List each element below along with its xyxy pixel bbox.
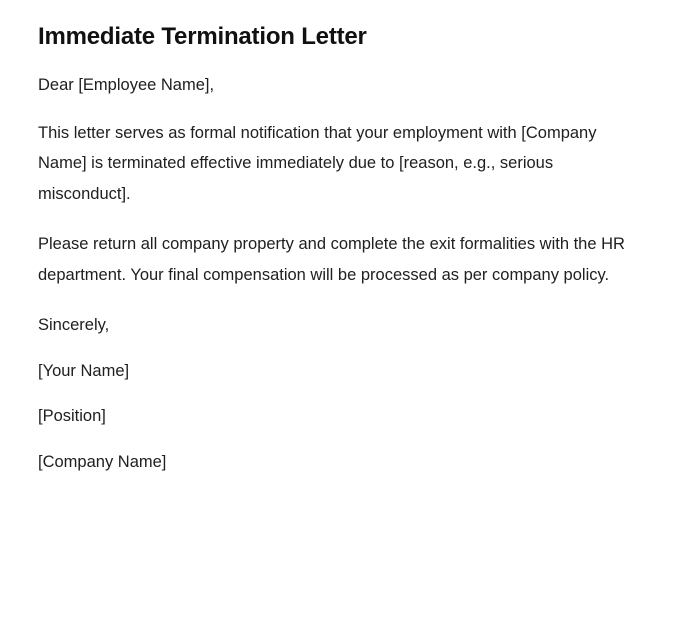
body-paragraph-1: This letter serves as formal notification that your employment with [Company Name] is terminated effective immediately due to [reason, e.g., serious misconduct]. xyxy=(38,123,597,203)
page-title: Immediate Termination Letter xyxy=(38,23,367,50)
sender-name-text: [Your Name] xyxy=(38,361,130,380)
salutation-text: Dear [Employee Name], xyxy=(38,76,215,94)
sender-position-text: [Position] xyxy=(38,407,106,426)
body-paragraph-2: Please return all company property and complete the exit formalities with the HR department. Your final compensation will be processed as per company policy. xyxy=(38,235,625,284)
closing-text: Sincerely, xyxy=(38,316,110,335)
sender-company-text: [Company Name] xyxy=(38,452,167,471)
